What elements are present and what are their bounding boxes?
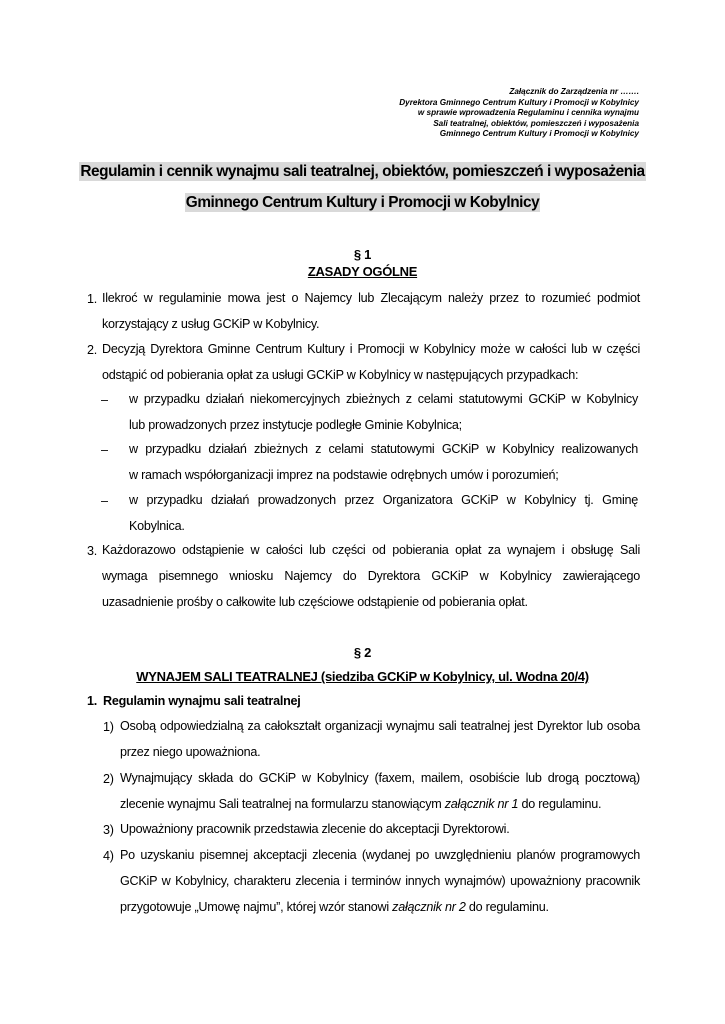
text-line: Ilekroć w regulaminie mowa jest o Najemcy lub Zlecającym należy przez to rozumieć podmiot <box>102 291 640 305</box>
text-line: Kobylnica. <box>129 518 185 533</box>
section-2-item-4 <box>120 843 640 920</box>
annex-note <box>279 87 639 140</box>
item-number: 1) <box>103 720 114 734</box>
section-1-bullet-2 <box>129 437 638 489</box>
text-line: w przypadku działań zbieżnych z celami statutowymi GCKiP w Kobylnicy realizowanych <box>129 442 638 456</box>
section-1-item-1 <box>102 286 640 338</box>
title-text: Gminnego Centrum Kultury i Promocji w Kobylnicy <box>185 194 540 211</box>
section-1-symbol: § 1 <box>353 247 372 262</box>
item-number: 1. <box>87 292 98 306</box>
text-line: Po uzyskaniu pisemnej akceptacji zlecenia (wydanej po uwzględnieniu planów programowych <box>120 848 640 862</box>
section-1-heading: ZASADY OGÓLNE <box>307 264 418 279</box>
text-line: korzystający z usług GCKiP w Kobylnicy. <box>102 316 320 331</box>
text-line <box>120 792 640 818</box>
title-text: Regulamin i cennik wynajmu sali teatralnej, obiektów, pomieszczeń i wyposażenia <box>80 163 645 180</box>
text-run: zlecenie wynajmu Sali teatralnej na formularzu stanowiącym <box>120 796 445 811</box>
text-run: do regulaminu. <box>465 899 549 914</box>
annex-reference: załącznik nr 1 <box>444 796 519 811</box>
section-2-item-1 <box>120 714 640 766</box>
text-line: Upoważniony pracownik przedstawia zlecenie do akceptacji Dyrektorowi. <box>120 822 510 836</box>
item-number: 2. <box>87 343 98 357</box>
section-1-item-3 <box>102 538 640 615</box>
item-number: 3) <box>103 823 114 837</box>
item-number: 4) <box>103 849 114 863</box>
section-2-item-3 <box>120 817 640 843</box>
text-line: odstąpić od pobierania opłat za usługi GCKiP w Kobylnicy w następujących przypadkach: <box>102 367 579 382</box>
text-run: przygotowuje „Umowę najmu”, której wzór stanowi <box>120 899 393 914</box>
text-line: w ramach współorganizacji imprez na podstawie odrębnych umów i porozumień; <box>129 467 559 482</box>
text-line: w przypadku działań niekomercyjnych zbieżnych z celami statutowymi GCKiP w Kobylnicy <box>129 392 638 406</box>
annex-note-line: Gminnego Centrum Kultury i Promocji w Kobylnicy <box>439 129 639 139</box>
text-line: GCKiP w Kobylnicy, charakteru zlecenia i terminów innych wynajmów) upoważniony pracownik <box>120 873 640 888</box>
document-title-line-1 <box>0 163 725 181</box>
annex-note-line: Dyrektora Gminnego Centrum Kultury i Promocji w Kobylnicy <box>399 97 639 107</box>
section-1-bullet-1 <box>129 387 638 439</box>
text-run: do regulaminu. <box>518 796 602 811</box>
dash-bullet: – <box>101 393 108 407</box>
text-line: Wynajmujący składa do GCKiP w Kobylnicy (faxem, mailem, osobiście lub drogą pocztową) <box>120 771 640 785</box>
section-2-symbol: § 2 <box>353 645 372 660</box>
section-2-item-2 <box>120 766 640 818</box>
annex-reference: załącznik nr 2 <box>392 899 466 914</box>
text-line: Decyzją Dyrektora Gminne Centrum Kultury i Promocji w Kobylnicy może w całości lub w części <box>102 342 640 356</box>
text-line: w przypadku działań prowadzonych przez Organizatora GCKiP w Kobylnicy tj. Gminę <box>129 493 638 507</box>
annex-note-line: Sali teatralnej, obiektów, pomieszczeń i wyposażenia <box>433 118 639 128</box>
dash-bullet: – <box>101 443 108 457</box>
subsection-heading: Regulamin wynajmu sali teatralnej <box>103 694 301 708</box>
text-line: przez niego upoważniona. <box>120 744 261 759</box>
annex-note-line: w sprawie wprowadzenia Regulaminu i cennika wynajmu <box>417 108 639 118</box>
text-line: uzasadnienie prośby o całkowite lub częściowe odstąpienie od pobierania opłat. <box>102 594 528 609</box>
text-line <box>120 895 640 921</box>
dash-bullet: – <box>101 494 108 508</box>
section-1-item-2 <box>102 337 640 389</box>
text-line: lub prowadzonych przez instytucje podległe Gminie Kobylnica; <box>129 417 462 432</box>
text-line: wymaga pisemnego wniosku Najemcy do Dyrektora GCKiP w Kobylnicy zawierającego <box>102 568 640 583</box>
subsection-number: 1. <box>87 694 98 708</box>
section-1-bullet-3 <box>129 488 638 540</box>
document-title-line-2 <box>0 194 725 212</box>
section-2-heading: WYNAJEM SALI TEATRALNEJ (siedziba GCKiP w Kobylnicy, ul. Wodna 20/4) <box>136 669 589 684</box>
item-number: 2) <box>103 772 114 786</box>
annex-note-line: Załącznik do Zarządzenia nr ……. <box>509 87 639 96</box>
item-number: 3. <box>87 544 98 558</box>
text-line: Każdorazowo odstąpienie w całości lub części od pobierania opłat za wynajem i obsługę Sali <box>102 543 640 557</box>
text-line: Osobą odpowiedzialną za całokształt organizacji wynajmu sali teatralnej jest Dyrektor lub osoba <box>120 719 640 733</box>
